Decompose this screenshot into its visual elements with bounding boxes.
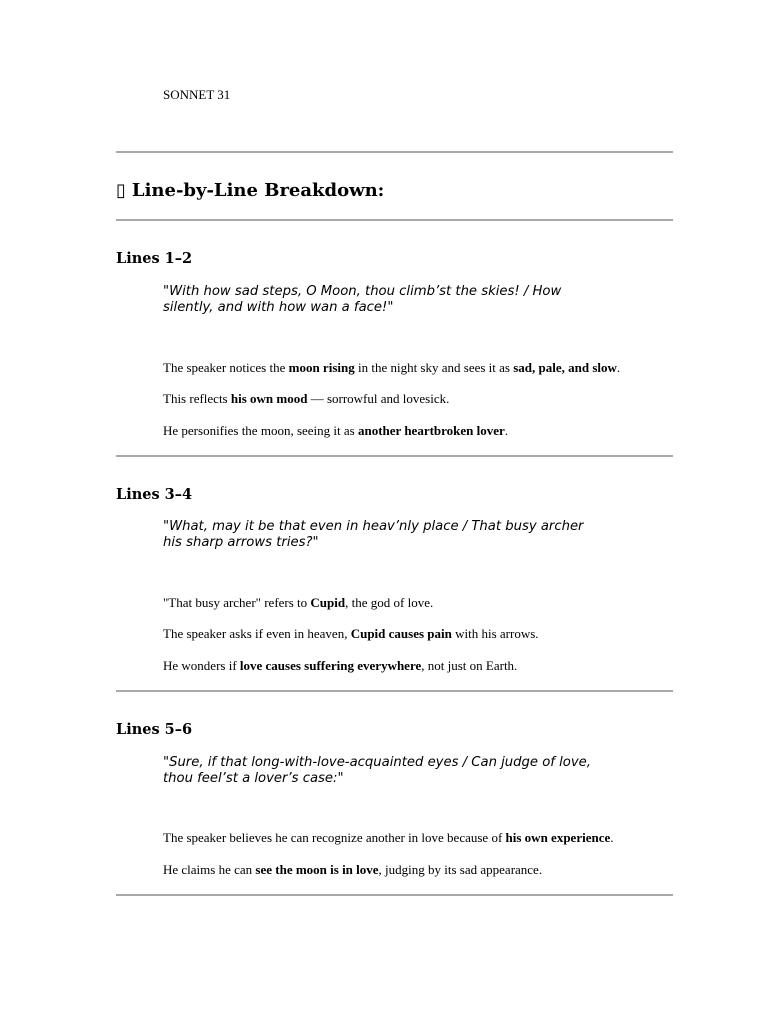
section-heading: Lines 1–2: [116, 250, 193, 267]
explanation-paragraph: This reflects his own mood — sorrowful and lovesick.: [163, 391, 450, 406]
breakdown-heading-text: Line-by-Line Breakdown:: [131, 180, 385, 201]
section-heading: Lines 3–4: [116, 486, 193, 503]
divider: [116, 894, 673, 896]
sonnet-quote: "With how sad steps, O Moon, thou climb’st the skies! / How silently, and with how wan a face!": [163, 284, 562, 315]
explanation-paragraph: He wonders if love causes suffering everywhere, not just on Earth.: [163, 658, 518, 673]
explanation-paragraph: He personifies the moon, seeing it as another heartbroken lover.: [163, 423, 509, 438]
section-heading: Lines 5–6: [116, 721, 193, 738]
page-header: SONNET 31: [163, 87, 231, 102]
sonnet-quote: "Sure, if that long-with-love-acquainted eyes / Can judge of love, thou feel’st a lover’s case:": [163, 755, 591, 786]
sonnet-quote: "What, may it be that even in heav’nly place / That busy archer his sharp arrows tries?": [163, 519, 584, 550]
explanation-paragraph: The speaker asks if even in heaven, Cupid causes pain with his arrows.: [163, 626, 539, 641]
breakdown-heading: [116, 180, 384, 201]
explanation-paragraph: He claims he can see the moon is in love, judging by its sad appearance.: [163, 862, 543, 877]
divider: [116, 219, 673, 221]
explanation-paragraph: "That busy archer" refers to Cupid, the god of love.: [163, 595, 434, 610]
explanation-paragraph: The speaker notices the moon rising in the night sky and sees it as sad, pale, and slow.: [163, 360, 621, 375]
divider: [116, 690, 673, 692]
divider: [116, 151, 673, 153]
explanation-paragraph: The speaker believes he can recognize another in love because of his own experience.: [163, 830, 614, 845]
divider: [116, 455, 673, 457]
book-icon: ▯: [116, 180, 126, 201]
